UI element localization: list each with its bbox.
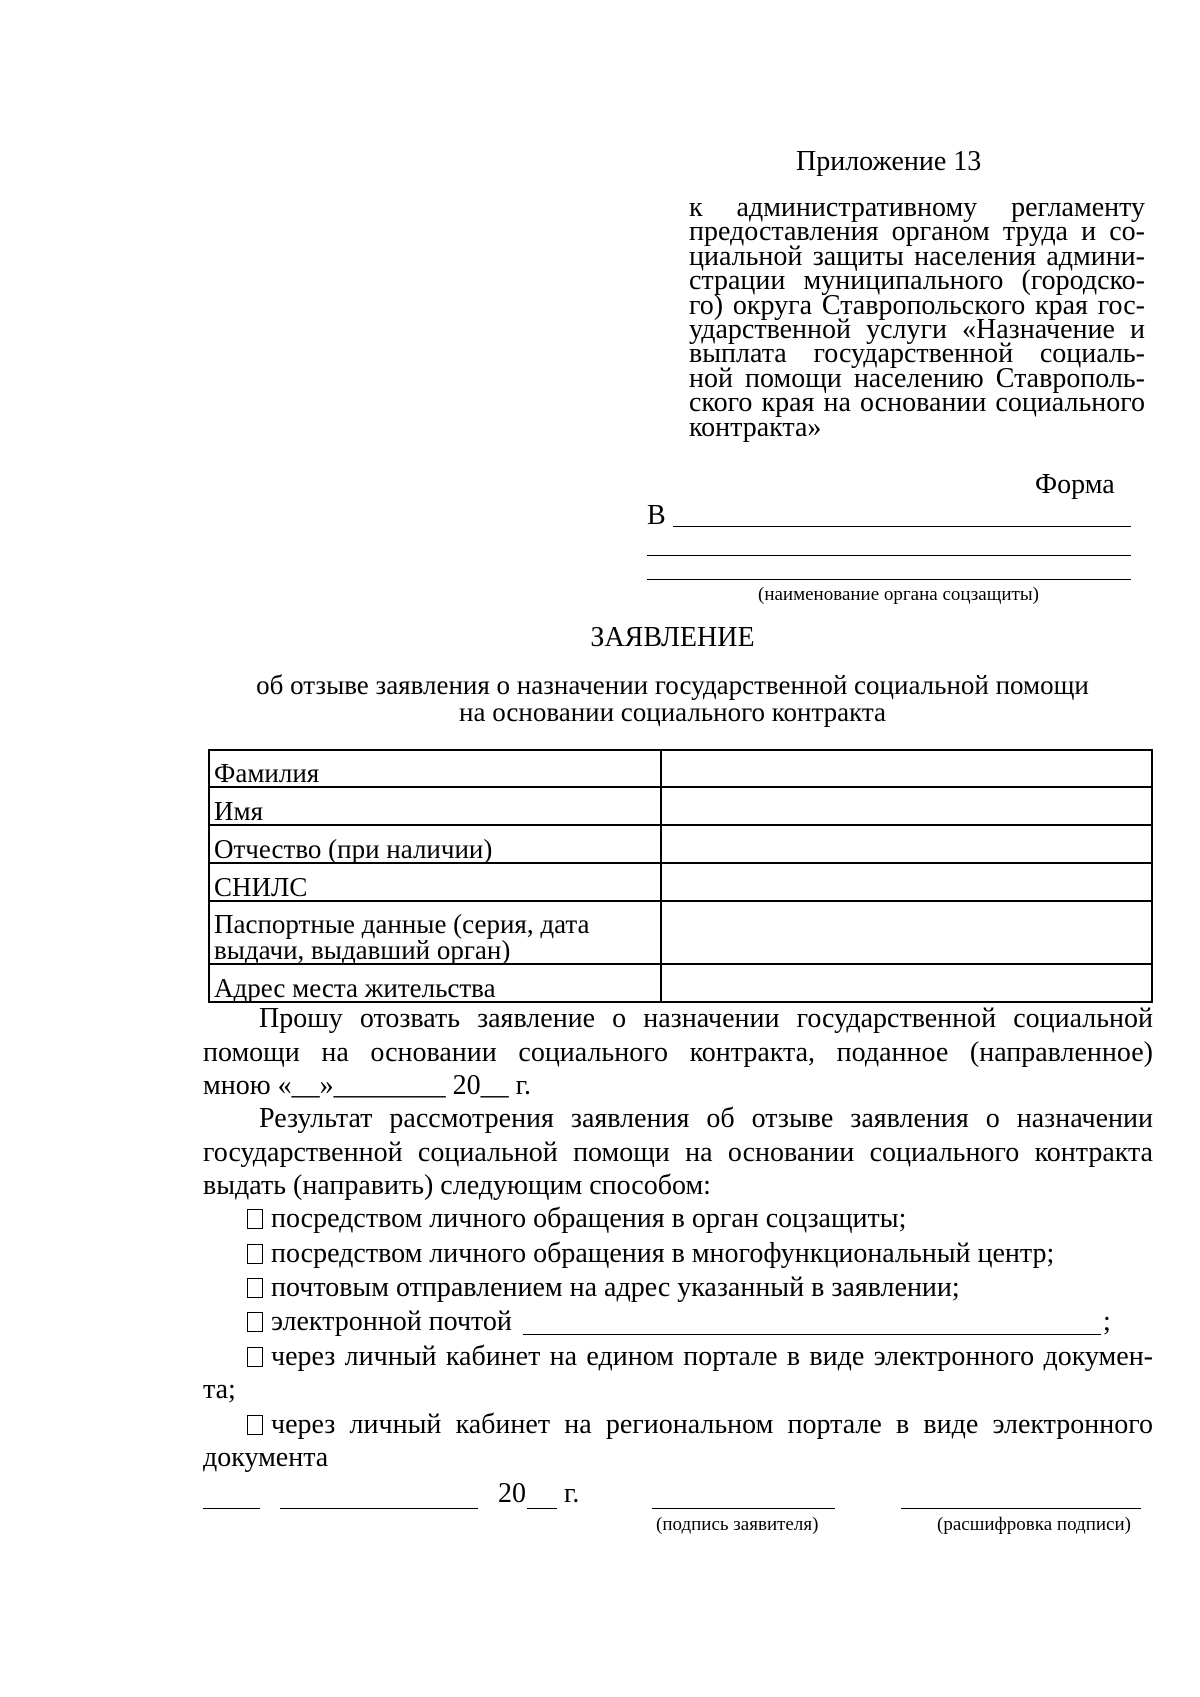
table-row (209, 750, 1152, 787)
document-subtitle (0, 672, 1200, 726)
result-paragraph (203, 1102, 1153, 1203)
date-month-line[interactable] (280, 1508, 478, 1509)
checkbox-icon[interactable] (247, 1244, 263, 1264)
appendix-line: выплата государственной социаль- (689, 338, 1145, 370)
field-value-name[interactable] (661, 787, 1152, 825)
appendix-line: ударственной услуги «Назначение и (689, 314, 1145, 346)
addressee-line-3[interactable] (647, 579, 1131, 580)
table-row (209, 863, 1152, 901)
table-row (209, 825, 1152, 863)
addressee-prefix: В (647, 500, 666, 531)
request-line: помощи на основании социального контракта, поданное (направленное) (203, 1036, 1153, 1068)
table-row (209, 787, 1152, 825)
date-year-prefix: 20 (498, 1478, 526, 1509)
option-label: посредством личного обращения в орган соцзащиты; (271, 1203, 907, 1234)
field-label: Паспортные данные (серия, дата выдачи, выдавший орган) (209, 901, 661, 964)
option-postal-mail[interactable] (247, 1272, 960, 1304)
signature-decode-caption: (расшифровка подписи) (937, 1514, 1131, 1535)
date-day-line[interactable] (203, 1508, 260, 1509)
appendix-line: го) округа Ставропольского края гос- (689, 289, 1145, 321)
addressee-line-2[interactable] (647, 555, 1131, 556)
option-label: электронной почтой (271, 1306, 512, 1337)
result-line: государственной социальной помощи на основании социального контракта (203, 1136, 1153, 1168)
field-label: Адрес места жительства (209, 964, 661, 1002)
checkbox-icon[interactable] (247, 1415, 263, 1435)
appendix-line: циальной защиты населения админи- (689, 240, 1145, 272)
request-date-line: мною «__»________ 20__ г. (203, 1070, 531, 1101)
field-value-passport[interactable] (661, 901, 1152, 964)
option-label: посредством личного обращения в многофункциональный центр; (271, 1238, 1055, 1269)
option-in-person-mfc[interactable] (247, 1238, 1054, 1270)
field-value-snils[interactable] (661, 863, 1152, 901)
checkbox-icon[interactable] (247, 1347, 263, 1367)
request-paragraph (203, 1002, 1153, 1103)
addressee-line-1[interactable] (673, 526, 1131, 527)
appendix-title: Приложение 13 (796, 146, 982, 177)
option-label-cont: та; (203, 1374, 236, 1405)
table-row (209, 964, 1152, 1002)
email-input-line[interactable] (523, 1334, 1101, 1335)
signature-decode-line[interactable] (901, 1508, 1141, 1509)
form-label: Форма (1035, 469, 1115, 500)
option-label: через личный кабинет на региональном портале в виде электронного (271, 1409, 1153, 1440)
option-label: через личный кабинет на едином портале в виде электронного докумен- (271, 1341, 1153, 1372)
field-label: Имя (209, 787, 661, 825)
subtitle-line: об отзыве заявления о назначении государственной социальной помощи (256, 670, 1089, 700)
appendix-line: предоставления органом труда и со- (689, 216, 1145, 248)
appendix-line: ной помощи населению Ставрополь- (689, 362, 1145, 394)
result-line: выдать (направить) следующим способом: (203, 1170, 711, 1201)
document-title: ЗАЯВЛЕНИЕ (590, 622, 755, 653)
field-label: Отчество (при наличии) (209, 825, 661, 863)
field-label: СНИЛС (209, 863, 661, 901)
checkbox-icon[interactable] (247, 1312, 263, 1332)
field-value-patronymic[interactable] (661, 825, 1152, 863)
option-unified-portal[interactable] (203, 1340, 1153, 1406)
appendix-description (689, 192, 1145, 443)
appendix-line: к административному регламенту (689, 192, 1145, 223)
result-line: Результат рассмотрения заявления об отзыве заявления о назначении (259, 1103, 1153, 1134)
option-email[interactable] (247, 1306, 512, 1338)
appendix-line: контракта» (689, 411, 822, 443)
table-row (209, 901, 1152, 964)
option-label-cont: документа (203, 1442, 329, 1473)
signature-line[interactable] (652, 1508, 835, 1509)
field-label: Фамилия (209, 750, 661, 787)
option-label: почтовым отправлением на адрес указанный в заявлении; (271, 1272, 960, 1303)
checkbox-icon[interactable] (247, 1278, 263, 1298)
request-line: Прошу отозвать заявление о назначении государственной социальной (259, 1003, 1153, 1034)
email-semicolon: ; (1103, 1306, 1111, 1337)
date-year-suffix: г. (564, 1478, 580, 1509)
field-value-address[interactable] (661, 964, 1152, 1002)
subtitle-line: на основании социального контракта (459, 697, 886, 727)
date-year-line[interactable] (527, 1508, 557, 1509)
field-value-surname[interactable] (661, 750, 1152, 787)
signature-caption: (подпись заявителя) (656, 1514, 819, 1535)
checkbox-icon[interactable] (247, 1209, 263, 1229)
addressee-caption: (наименование органа соцзащиты) (758, 584, 1039, 605)
appendix-line: страции муниципального (городско- (689, 265, 1145, 297)
option-in-person-social-office[interactable] (247, 1203, 906, 1235)
option-regional-portal[interactable] (203, 1408, 1153, 1474)
applicant-fields-table (208, 749, 1153, 1003)
appendix-line: ского края на основании социального (689, 387, 1145, 419)
